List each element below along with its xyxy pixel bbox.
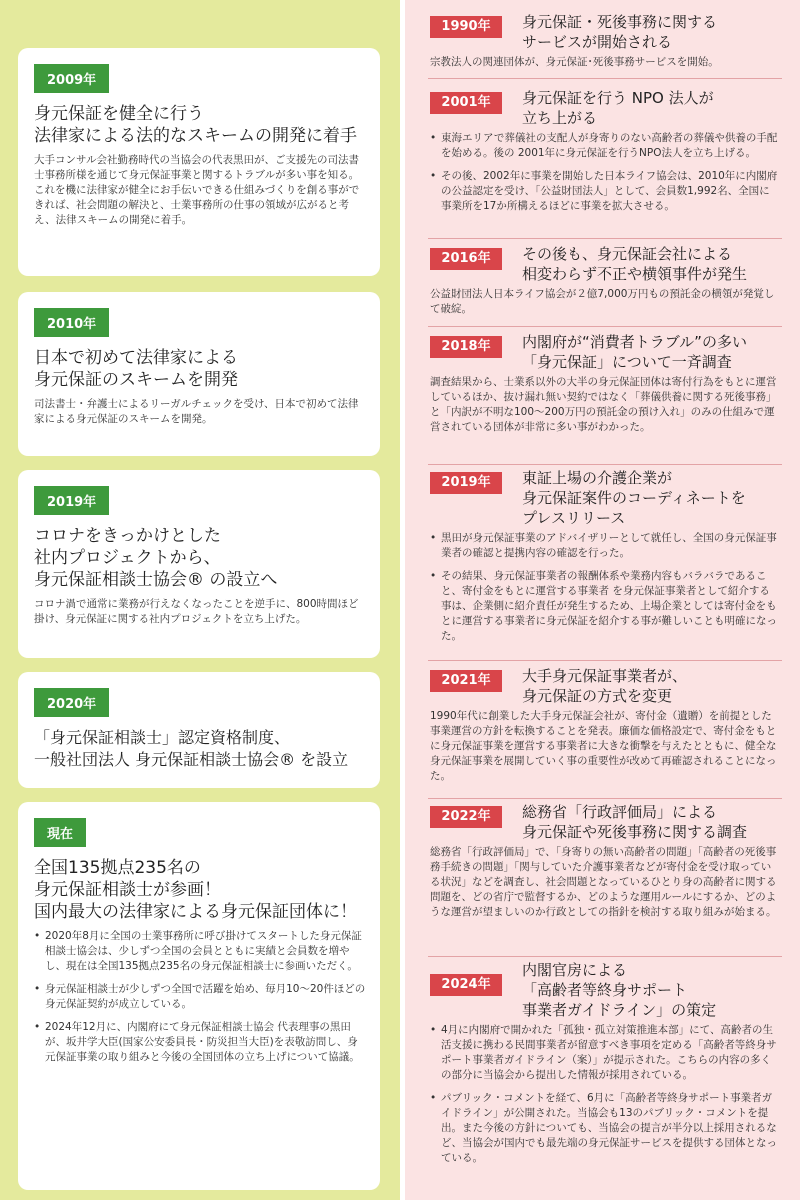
timeline-entry-1990 bbox=[430, 12, 780, 70]
entry-title: 内閣府が“消費者トラブル”の多い 「身元保証」について一斉調査 bbox=[522, 333, 747, 371]
year-badge: 2009年 bbox=[34, 64, 109, 93]
timeline-entry-2021 bbox=[430, 666, 780, 784]
year-badge: 2024年 bbox=[430, 974, 502, 996]
entry-title: 総務省「行政評価局」による 身元保証や死後事務に関する調査 bbox=[522, 803, 748, 841]
card-title: 「身元保証相談士」認定資格制度、 一般社団法人 身元保証相談士協会® を設立 bbox=[34, 728, 349, 769]
year-badge: 1990年 bbox=[430, 16, 502, 38]
bullet-list bbox=[430, 531, 780, 644]
timeline-entry-2001 bbox=[430, 88, 780, 222]
timeline-card-current bbox=[18, 802, 380, 1190]
year-badge: 2001年 bbox=[430, 92, 502, 114]
entry-title: 大手身元保証事業者が、 身元保証の方式を変更 bbox=[522, 667, 688, 705]
timeline-entry-2024 bbox=[430, 960, 780, 1174]
entry-text: 公益財団法人日本ライフ協会が２億7,000万円もの預託金の横領が発覚して破綻。 bbox=[430, 288, 775, 315]
divider bbox=[428, 326, 782, 327]
divider bbox=[428, 956, 782, 957]
bullet-list bbox=[430, 1023, 780, 1166]
entry-title: その後も、身元保証会社による 相変わらず不正や横領事件が発生 bbox=[522, 245, 748, 283]
timeline-entry-2022 bbox=[430, 802, 780, 920]
card-title: 日本で初めて法律家による 身元保証のスキームを開発 bbox=[34, 348, 238, 390]
list-item: • パブリック・コメントを経て、6月に「高齢者等終身サポート事業者ガイドライン」が公開された。当協会も13のパブリック・コメントを提出。また今後の方針についても、当協会の提言が半分以上採用されるなど、当協会が国内でも最先端の身元保証サービスを提供する団体となっている。 bbox=[430, 1091, 780, 1166]
card-text: 司法書士・弁護士によるリーガルチェックを受け、日本で初めて法律家による身元保証のスキームを開発。 bbox=[34, 398, 359, 425]
divider bbox=[428, 78, 782, 79]
divider bbox=[428, 798, 782, 799]
bullet-list bbox=[430, 131, 780, 214]
divider bbox=[428, 464, 782, 465]
timeline-card-2019-left bbox=[18, 470, 380, 658]
list-item: • 東海エリアで葬儀社の支配人が身寄りのない高齢者の葬儀や供養の手配を始める。後の 2001年に身元保証を行うNPO法人を立ち上げる。 bbox=[430, 131, 780, 161]
entry-title: 内閣官房による 「高齢者等終身サポート 事業者ガイドライン」の策定 bbox=[522, 961, 717, 1019]
list-item: • 身元保証相談士が少しずつ全国で活躍を始め、毎月10〜20件ほどの身元保証契約が成立している。 bbox=[34, 982, 366, 1012]
timeline-card-2009 bbox=[18, 48, 380, 276]
year-badge: 現在 bbox=[34, 818, 86, 847]
card-text: 大手コンサル会社勤務時代の当協会の代表黒田が、ご支援先の司法書士事務所様を通じて身元保証事業と関するトラブルが多い事を知る。これを機に法律家が健全にお手伝いできる仕組みづくりを創る事ができれば、社会問題の解決と、士業事務所の仕事の領域が広がると考え、法律スキームの開発に着手。 bbox=[34, 154, 360, 226]
timeline-card-2020 bbox=[18, 672, 380, 788]
card-title: コロナをきっかけとした 社内プロジェクトから、 身元保証相談士協会® の設立へ bbox=[34, 526, 278, 590]
bullet-list bbox=[34, 929, 366, 1065]
entry-text: 総務省「行政評価局」で、「身寄りの無い高齢者の問題」「高齢者の死後事務手続きの問題」「関与していた介護事業者などが寄付金を受け取っている状況」などを調査し、社会問題となっているひとり身の高齢者に関する問題を、どの省庁で監督するか、どのような運用ルールにするか、どのような運営が望ましいのか行政としての指針を検討する取り組みが始まる。 bbox=[430, 846, 777, 918]
year-badge: 2018年 bbox=[430, 336, 502, 358]
list-item: • 4月に内閣府で開かれた「孤独・孤立対策推進本部」にて、高齢者の生活支援に携わる民間事業者が留意すべき事項を定める「高齢者等終身サポート事業者ガイドライン（案）」が提示された。こちらの内容の多くの部分に当協会から提出した情報が採用されている。 bbox=[430, 1023, 780, 1083]
divider bbox=[428, 238, 782, 239]
divider bbox=[428, 660, 782, 661]
list-item: • 2020年8月に全国の士業事務所に呼び掛けてスタートした身元保証相談士協会は、少しずつ全国の会員とともに実績と会員数を増やし、現在は全国135拠点235名の身元保証相談士に参画いただく。 bbox=[34, 929, 366, 974]
timeline-entry-2019-right bbox=[430, 468, 780, 652]
year-badge: 2021年 bbox=[430, 670, 502, 692]
card-title: 全国135拠点235名の 身元保証相談士が参画！ 国内最大の法律家による身元保証団体に！ bbox=[34, 858, 357, 922]
entry-title: 身元保証・死後事務に関する サービスが開始される bbox=[522, 13, 718, 51]
card-title: 身元保証を健全に行う 法律家による法的なスキームの開発に着手 bbox=[34, 104, 357, 146]
entry-text: 宗教法人の関連団体が、身元保証･死後事務サービスを開始。 bbox=[430, 56, 719, 68]
entry-title: 身元保証を行う NPO 法人が 立ち上がる bbox=[522, 89, 714, 127]
timeline-entry-2016 bbox=[430, 244, 780, 317]
year-badge: 2010年 bbox=[34, 308, 109, 337]
list-item: • その結果、身元保証事業者の報酬体系や業務内容もバラバラであること、寄付金をもとに運営する事業者 を身元保証事業者として紹介する事は、企業側に紹介責任が発生するため、上場企業としては寄付金をもとに運営する事業者に身元保証を紹介する事が難しいことも明確になった。 bbox=[430, 569, 780, 644]
list-item: • その後、2002年に事業を開始した日本ライフ協会は、2010年に内閣府の公益認定を受け、「公益財団法人」として、会員数1,992名、全国に事業所を17か所構えるほどに事業を拡大させる。 bbox=[430, 169, 780, 214]
timeline-entry-2018 bbox=[430, 332, 780, 435]
year-badge: 2022年 bbox=[430, 806, 502, 828]
card-text: コロナ渦で通常に業務が行えなくなったことを逆手に、800時間ほど掛け、身元保証に関する社内プロジェクトを立ち上げた。 bbox=[34, 598, 359, 625]
year-badge: 2019年 bbox=[34, 486, 109, 515]
entry-text: 1990年代に創業した大手身元保証会社が、寄付金（遺贈）を前提とした事業運営の方針を転換することを発表。廉価な価格設定で、寄付金をもとに身元保証事業を運営する事業者に大きな衝撃を与えたとともに、健全な身元保証事業を展開していく事の重要性が改めて再確認されることになった。 bbox=[430, 710, 777, 782]
year-badge: 2020年 bbox=[34, 688, 109, 717]
list-item: • 黒田が身元保証事業のアドバイザリーとして就任し、全国の身元保証事業者の確認と提携内容の確認を行った。 bbox=[430, 531, 780, 561]
year-badge: 2019年 bbox=[430, 472, 502, 494]
list-item: • 2024年12月に、内閣府にて身元保証相談士協会 代表理事の黒田が、坂井学大臣(国家公安委員長・防災担当大臣)を表敬訪問し、身元保証事業の取り組みと今後の全国団体の立ち上げについて協議。 bbox=[34, 1020, 366, 1065]
year-badge: 2016年 bbox=[430, 248, 502, 270]
entry-title: 東証上場の介護企業が 身元保証案件のコーディネートを プレスリリース bbox=[522, 469, 746, 527]
entry-text: 調査結果から、士業系以外の大半の身元保証団体は寄付行為をもとに運営しているほか、抜け漏れ無い契約ではなく「葬儀供養に関する死後事務」と「内訳が不明な100〜200万円の預託金の預け入れ」のみの仕組みで運営されている団体が非常に多い事がわかった。 bbox=[430, 376, 777, 433]
timeline-card-2010 bbox=[18, 292, 380, 456]
